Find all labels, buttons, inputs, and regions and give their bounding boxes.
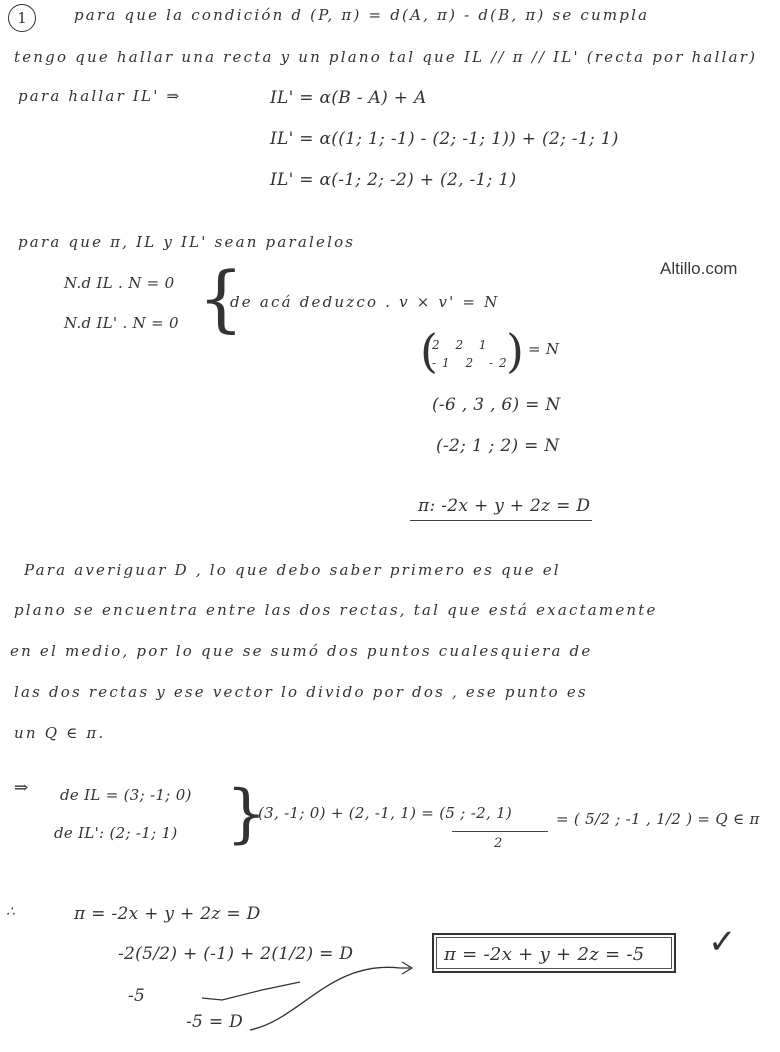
equation-plane-with-d: π = -2x + y + 2z = D: [74, 904, 261, 924]
line-deduce-cross-product: de acá deduzco . v × v' = N: [230, 293, 500, 311]
matrix-left-paren: (: [420, 324, 438, 378]
equation-simplify-step: -5: [128, 986, 146, 1006]
matrix-row-2: -1 2 -2: [432, 356, 513, 370]
line-to-find-l-prime: para hallar IL' ⇒: [18, 87, 182, 105]
item-number: 1: [8, 4, 36, 32]
paragraph-line-1: Para averiguar D , lo que debo saber primero es que el: [24, 561, 561, 579]
check-mark-icon: ✓: [708, 922, 737, 962]
scribble-mark: [202, 982, 300, 1000]
equation-normal-simplified: (-2; 1 ; 2) = N: [436, 436, 560, 456]
equation-normal-dot-l: N.d IL . N = 0: [64, 274, 175, 292]
line-condition: para que la condición d (P, π) = d(A, π) - d(B, π) se cumpla: [74, 6, 650, 24]
point-on-l-prime: de IL': (2; -1; 1): [54, 824, 178, 842]
equation-normal-dot-l-prime: N.d IL' . N = 0: [64, 314, 179, 332]
equation-l-prime-result: IL' = α(-1; 2; -2) + (2, -1; 1): [270, 170, 517, 190]
paragraph-line-5: un Q ∈ π.: [14, 724, 106, 742]
brace-right-points: }: [226, 777, 267, 851]
paragraph-line-3: en el medio, por lo que se sumó dos puntos cualesquiera de: [10, 642, 593, 660]
equation-l-prime-substituted: IL' = α((1; 1; -1) - (2; -1; 1)) + (2; -1; 1): [270, 129, 619, 149]
equation-l-prime-general: IL' = α(B - A) + A: [270, 88, 427, 108]
matrix-equals-n: = N: [528, 340, 560, 358]
matrix-row-1: 2 2 1: [432, 338, 493, 352]
equation-d-result: -5 = D: [186, 1012, 244, 1032]
arrow-curve: [250, 967, 410, 1030]
matrix-right-paren: ): [506, 324, 524, 378]
equation-sum-points: (3, -1; 0) + (2, -1, 1) = (5 ; -2, 1): [258, 804, 513, 822]
line-find-line-and-plane: tengo que hallar una recta y un plano tal que IL // π // IL' (recta por hallar): [14, 48, 758, 66]
equation-substitute-q: -2(5/2) + (-1) + 2(1/2) = D: [118, 944, 354, 964]
final-answer: π = -2x + y + 2z = -5: [444, 944, 645, 965]
point-on-l: de IL = (3; -1; 0): [60, 786, 192, 804]
paragraph-line-4: las dos rectas y ese vector lo divido por dos , ese punto es: [14, 683, 588, 701]
implies-arrow: ⇒: [14, 778, 29, 798]
equation-point-q: = ( 5/2 ; -1 , 1/2 ) = Q ∈ π: [556, 810, 760, 828]
watermark-logo: Altillo.com: [660, 259, 738, 278]
paragraph-line-2: plano se encuentra entre las dos rectas, tal que está exactamente: [14, 601, 658, 619]
fraction-denominator: 2: [494, 836, 503, 851]
equation-plane-general: π: -2x + y + 2z = D: [418, 496, 591, 516]
line-parallel-condition: para que π, IL y IL' sean paralelos: [18, 233, 356, 251]
equation-normal-vector: (-6 , 3 , 6) = N: [432, 395, 561, 415]
brace-left-system: {: [198, 256, 244, 340]
therefore-symbol: ∴: [6, 904, 16, 920]
